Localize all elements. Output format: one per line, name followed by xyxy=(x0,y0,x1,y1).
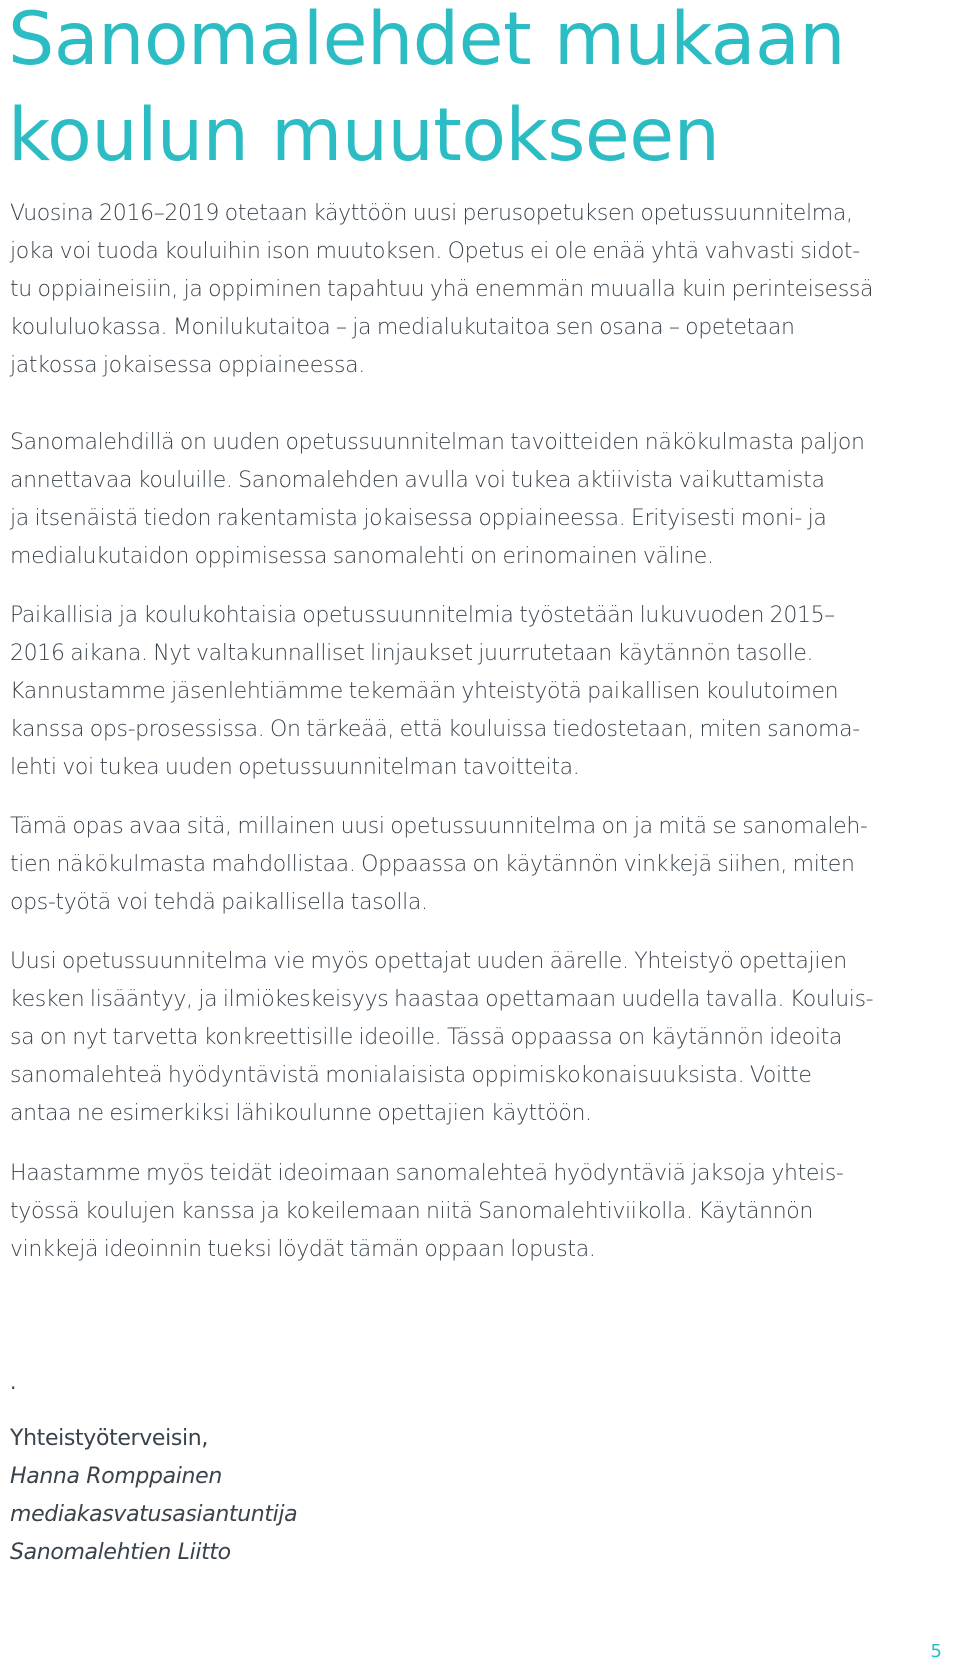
paragraph-line: kesken lisääntyy, ja ilmiökeskeisyys haastaa opettamaan uudella tavalla. Kouluis- xyxy=(10,987,874,1012)
paragraph-line: Tämä opas avaa sitä, millainen uusi opetussuunnitelma on ja mitä se sanomaleh- xyxy=(10,814,868,839)
paragraph-line: lehti voi tukea uuden opetussuunnitelman tavoitteita. xyxy=(10,755,580,780)
stray-dot: . xyxy=(10,1370,17,1394)
page-title xyxy=(8,0,948,184)
paragraph-line: ops-työtä voi tehdä paikallisella tasolla. xyxy=(10,890,428,915)
page-title-line-1: Sanomalehdet mukaan xyxy=(8,0,845,82)
paragraph-line: jatkossa jokaisessa oppiaineessa. xyxy=(10,353,365,378)
paragraph-1 xyxy=(10,195,950,385)
paragraph-line: medialukutaidon oppimisessa sanomalehti on erinomainen väline. xyxy=(10,544,714,569)
paragraph-line: sanomalehteä hyödyntävistä monialaisista oppimiskokonaisuuksista. Voitte xyxy=(10,1063,812,1088)
signature-organization: Sanomalehtien Liitto xyxy=(10,1540,231,1565)
paragraph-line: Kannustamme jäsenlehtiämme tekemään yhteistyötä paikallisen koulutoimen xyxy=(10,679,839,704)
page-number: 5 xyxy=(930,1641,942,1662)
signature-name: Hanna Romppainen xyxy=(10,1464,222,1489)
paragraph-line: vinkkejä ideoinnin tueksi löydät tämän oppaan lopusta. xyxy=(10,1237,596,1262)
paragraph-3 xyxy=(10,597,950,787)
paragraph-line: sa on nyt tarvetta konkreettisille ideoille. Tässä oppaassa on käytännön ideoita xyxy=(10,1025,843,1050)
paragraph-line: antaa ne esimerkiksi lähikoulunne opettajien käyttöön. xyxy=(10,1101,592,1126)
paragraph-line: työssä koulujen kanssa ja kokeilemaan niitä Sanomalehtiviikolla. Käytännön xyxy=(10,1199,814,1224)
signature-block xyxy=(10,1420,297,1572)
paragraph-2 xyxy=(10,424,950,576)
paragraph-line: Vuosina 2016–2019 otetaan käyttöön uusi perusopetuksen opetussuunnitelma, xyxy=(10,201,853,226)
paragraph-line: tien näkökulmasta mahdollistaa. Oppaassa on käytännön vinkkejä siihen, miten xyxy=(10,852,855,877)
signature-greeting: Yhteistyöterveisin, xyxy=(10,1426,208,1451)
paragraph-line: tu oppiaineisiin, ja oppiminen tapahtuu yhä enemmän muualla kuin perinteisessä xyxy=(10,277,874,302)
paragraph-line: Sanomalehdillä on uuden opetussuunnitelman tavoitteiden näkökulmasta paljon xyxy=(10,430,865,455)
paragraph-line: 2016 aikana. Nyt valtakunnalliset linjaukset juurrutetaan käytännön tasolle. xyxy=(10,641,814,666)
paragraph-line: annettavaa kouluille. Sanomalehden avulla voi tukea aktiivista vaikuttamista xyxy=(10,468,825,493)
paragraph-line: kanssa ops-prosessissa. On tärkeää, että kouluissa tiedostetaan, miten sanoma- xyxy=(10,717,860,742)
paragraph-line: Haastamme myös teidät ideoimaan sanomalehteä hyödyntäviä jaksoja yhteis- xyxy=(10,1161,844,1186)
paragraph-line: koululuokassa. Monilukutaitoa – ja medialukutaitoa sen osana – opetetaan xyxy=(10,315,795,340)
paragraph-6 xyxy=(10,1155,950,1269)
paragraph-5 xyxy=(10,943,950,1133)
paragraph-line: joka voi tuoda kouluihin ison muutoksen. Opetus ei ole enää yhtä vahvasti sidot- xyxy=(10,239,860,264)
paragraph-line: ja itsenäistä tiedon rakentamista jokaisessa oppiaineessa. Erityisesti moni- ja xyxy=(10,506,827,531)
paragraph-line: Uusi opetussuunnitelma vie myös opettajat uuden äärelle. Yhteistyö opettajien xyxy=(10,949,847,974)
paragraph-line: Paikallisia ja koulukohtaisia opetussuunnitelmia työstetään lukuvuoden 2015– xyxy=(10,603,835,628)
paragraph-4 xyxy=(10,808,950,922)
page-title-line-2: koulun muutokseen xyxy=(8,93,720,178)
signature-role: mediakasvatusasiantuntija xyxy=(10,1502,298,1527)
